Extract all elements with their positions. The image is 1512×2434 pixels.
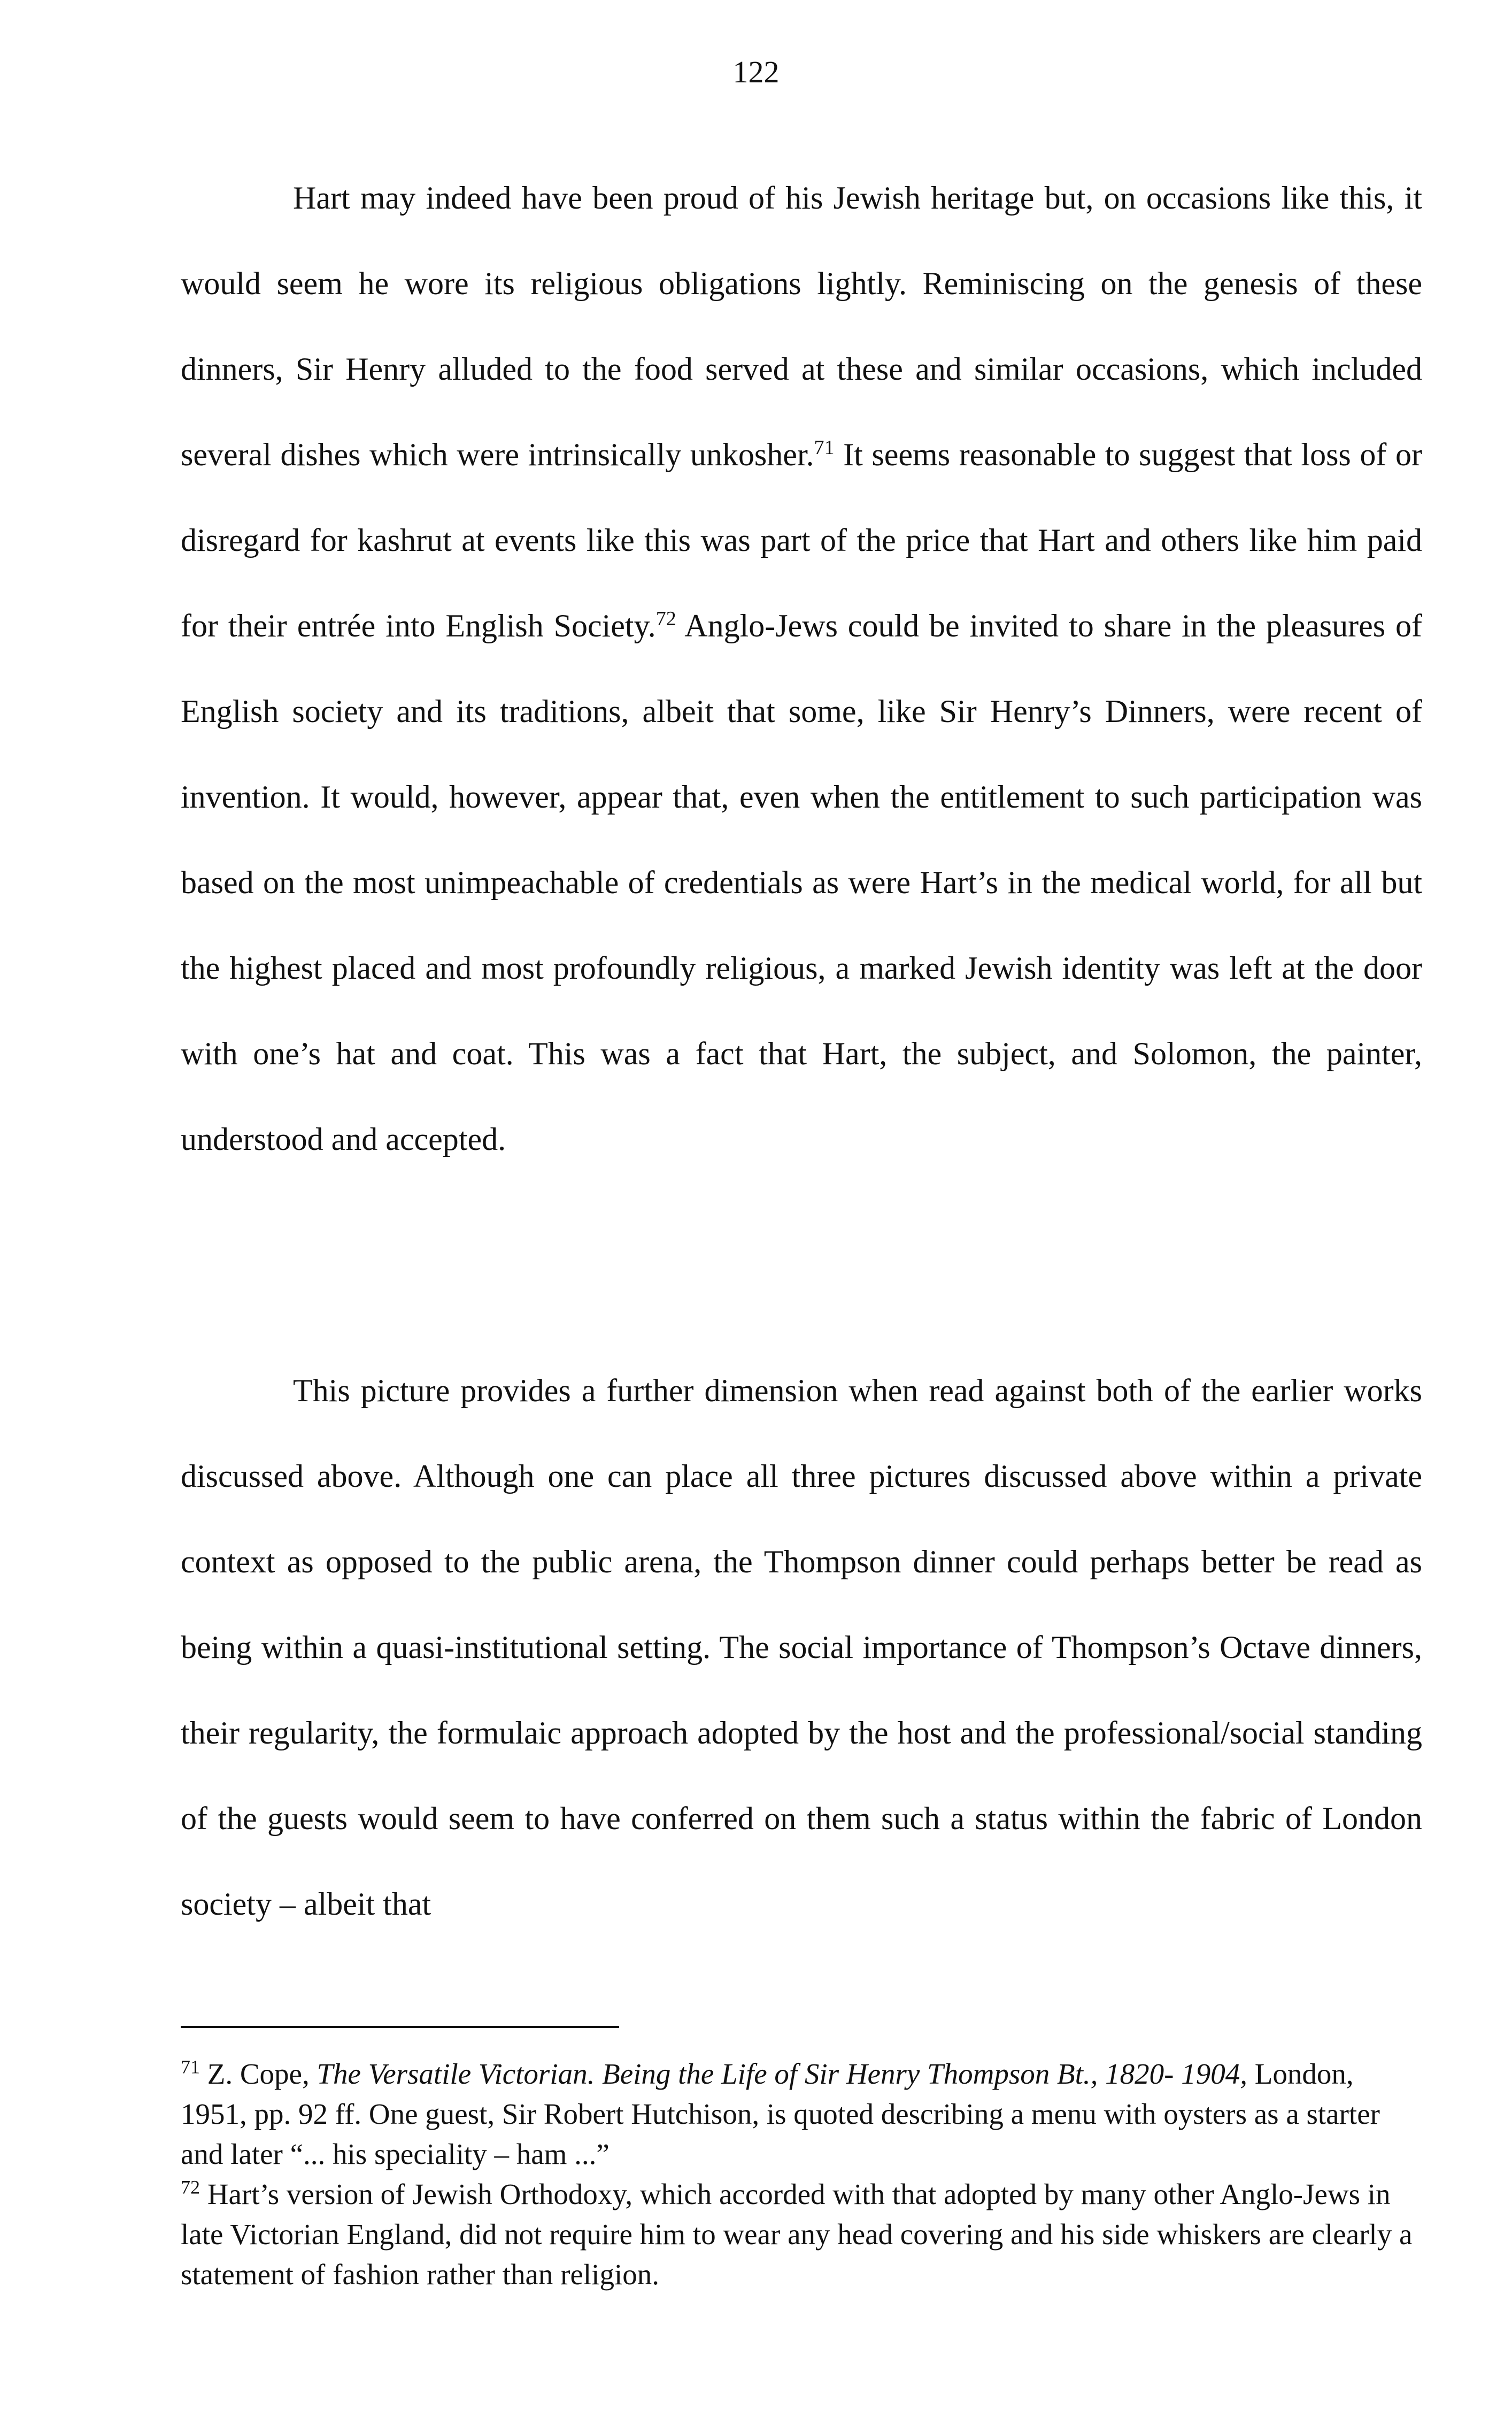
- footnote-ref-72[interactable]: 72: [655, 608, 676, 630]
- body-paragraph-1: [181, 155, 1422, 1182]
- paragraph-text: Anglo-Jews could be invited to share in the pleasures of English society and its traditions, albeit that some, like Sir Henry’s Dinners, were recent of invention. It would, however, appear that, even when the entitlement to such participation was based on the most unimpeachable of credentials as were Hart’s in the medical world, for all but the highest placed and most profoundly religious, a marked Jewish identity was left at the door with one’s hat and coat. This was a fact that Hart, the subject, and Solomon, the painter, understood and accepted.: [181, 608, 1422, 1157]
- footnote-book-title: The Versatile Victorian. Being the Life of Sir Henry Thompson Bt., 1820- 1904,: [317, 2057, 1247, 2090]
- paragraph-text: This picture provides a further dimension when read against both of the earlier works discussed above. Although one can place all three pictures discussed above within a private context as opposed to the public arena, the Thompson dinner could perhaps better be read as being within a quasi-institutional setting. The social importance of Thompson’s Octave dinners, their regularity, the formulaic approach adopted by the host and the professional/social standing of the guests would seem to have conferred on them such a status within the fabric of London society – albeit that: [181, 1373, 1422, 1922]
- footnote-number: 72: [181, 2176, 200, 2198]
- footnote-separator: [181, 2026, 619, 2028]
- paragraph-text: Hart may indeed have been proud of his Jewish heritage but, on occasions like this, it would seem he wore its religious obligations lightly. Reminiscing on the genesis of these dinners, Sir Henry alluded to the food served at these and similar occasions, which included several dishes which were intrinsically unkosher.: [181, 180, 1422, 472]
- footnote-text: Z. Cope,: [200, 2057, 317, 2090]
- footnote-text: London, 1951, pp. 92 ff. One guest, Sir Robert Hutchison, is quoted describing a menu with oysters as a starter and later “... his speciality – ham ...”: [181, 2057, 1380, 2170]
- footnotes-section: [181, 2054, 1422, 2294]
- footnote-ref-71[interactable]: 71: [814, 436, 835, 459]
- page-number: 122: [732, 55, 780, 89]
- footnote-72: [181, 2174, 1422, 2294]
- body-paragraph-2: [181, 1348, 1422, 1947]
- footnote-71: [181, 2054, 1422, 2174]
- footnote-text: Hart’s version of Jewish Orthodoxy, which accorded with that adopted by many other Anglo-Jews in late Victorian England, did not require him to wear any head covering and his side whiskers are clearly a statement of fashion rather than religion.: [181, 2178, 1413, 2291]
- paragraph-text: It seems reasonable to suggest that loss of or disregard for kashrut at events like this was part of the price that Hart and others like him paid for their entrée into English Society.: [181, 437, 1423, 643]
- footnote-number: 71: [181, 2056, 200, 2078]
